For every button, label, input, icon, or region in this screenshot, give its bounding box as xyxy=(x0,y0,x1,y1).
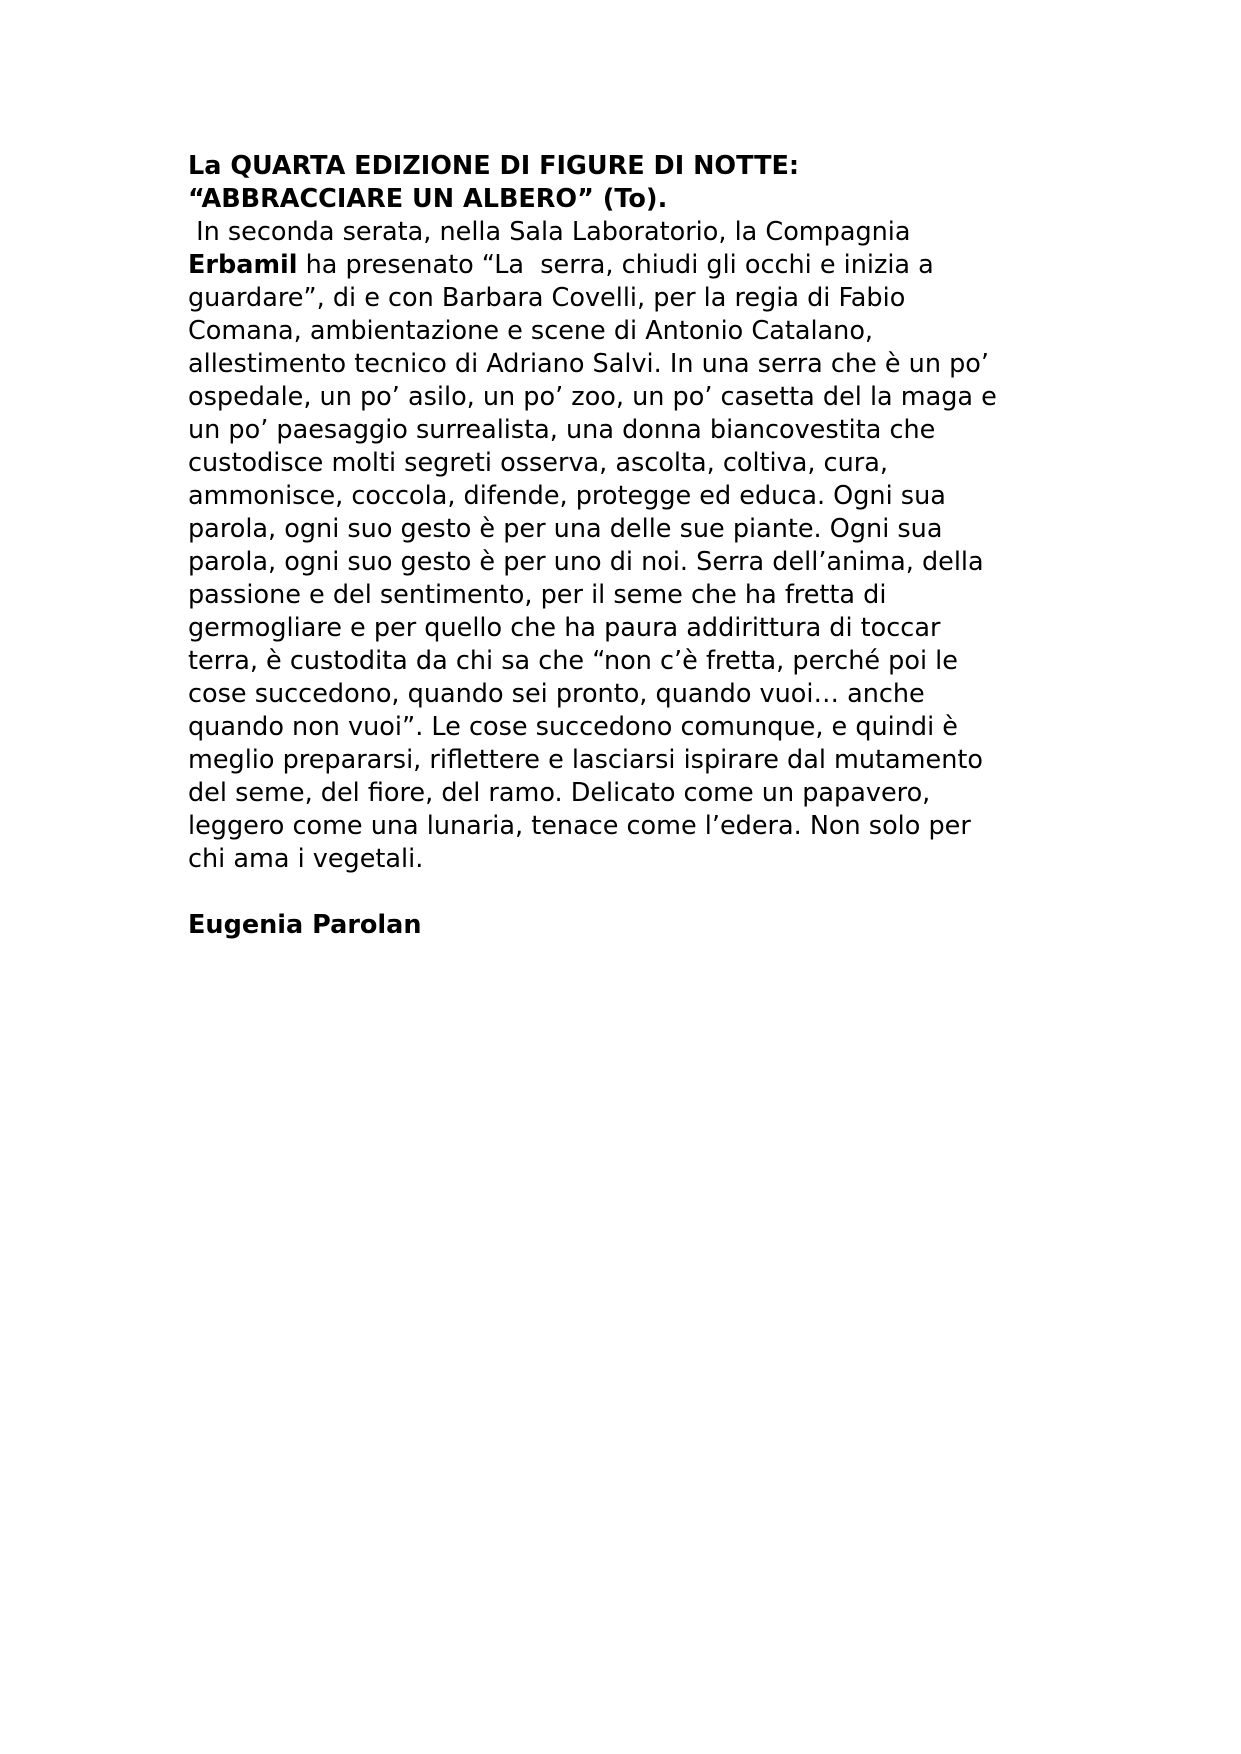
body-line-11: parola, ogni suo gesto è per uno di noi. Serra dell’anima, della xyxy=(188,547,984,577)
body-line-8: custodisce molti segreti osserva, ascolta, coltiva, cura, xyxy=(188,448,888,478)
body-line-9: ammonisce, coccola, difende, protegge ed educa. Ogni sua xyxy=(188,481,946,511)
paragraph-spacer xyxy=(188,876,1068,909)
company-name: Erbamil xyxy=(188,250,298,280)
body-line-7: un po’ paesaggio surrealista, una donna biancovestita che xyxy=(188,415,936,445)
article-title-line-2: “ABBRACCIARE UN ALBERO” (To). xyxy=(188,184,668,214)
body-line-19: leggero come una lunaria, tenace come l’edera. Non solo per xyxy=(188,811,971,841)
body-line-10: parola, ogni suo gesto è per una delle sue piante. Ogni sua xyxy=(188,514,943,544)
body-line-18: del seme, del fiore, del ramo. Delicato come un papavero, xyxy=(188,778,931,808)
body-line-3: guardare”, di e con Barbara Covelli, per la regia di Fabio xyxy=(188,283,906,313)
body-line-4: Comana, ambientazione e scene di Antonio Catalano, xyxy=(188,316,874,346)
body-line-17: meglio prepararsi, riflettere e lasciarsi ispirare dal mutamento xyxy=(188,745,983,775)
body-line-15: cose succedono, quando sei pronto, quando vuoi… anche xyxy=(188,679,925,709)
author-signature: Eugenia Parolan xyxy=(188,910,422,940)
body-line-2-rest: ha presenato “La serra, chiudi gli occhi e inizia a xyxy=(297,250,934,280)
body-line-20: chi ama i vegetali. xyxy=(188,844,424,874)
body-line-6: ospedale, un po’ asilo, un po’ zoo, un po’ casetta del la maga e xyxy=(188,382,997,412)
body-line-1: In seconda serata, nella Sala Laboratorio, la Compagnia xyxy=(188,217,911,247)
article-title-line-1: La QUARTA EDIZIONE DI FIGURE DI NOTTE: xyxy=(188,151,800,181)
body-line-2 xyxy=(188,249,1068,282)
body-line-14: terra, è custodita da chi sa che “non c’è fretta, perché poi le xyxy=(188,646,958,676)
article xyxy=(188,150,1068,942)
body-line-12: passione e del sentimento, per il seme che ha fretta di xyxy=(188,580,887,610)
body-line-16: quando non vuoi”. Le cose succedono comunque, e quindi è xyxy=(188,712,958,742)
body-line-5: allestimento tecnico di Adriano Salvi. In una serra che è un po’ xyxy=(188,349,989,379)
body-line-13: germogliare e per quello che ha paura addirittura di toccar xyxy=(188,613,941,643)
